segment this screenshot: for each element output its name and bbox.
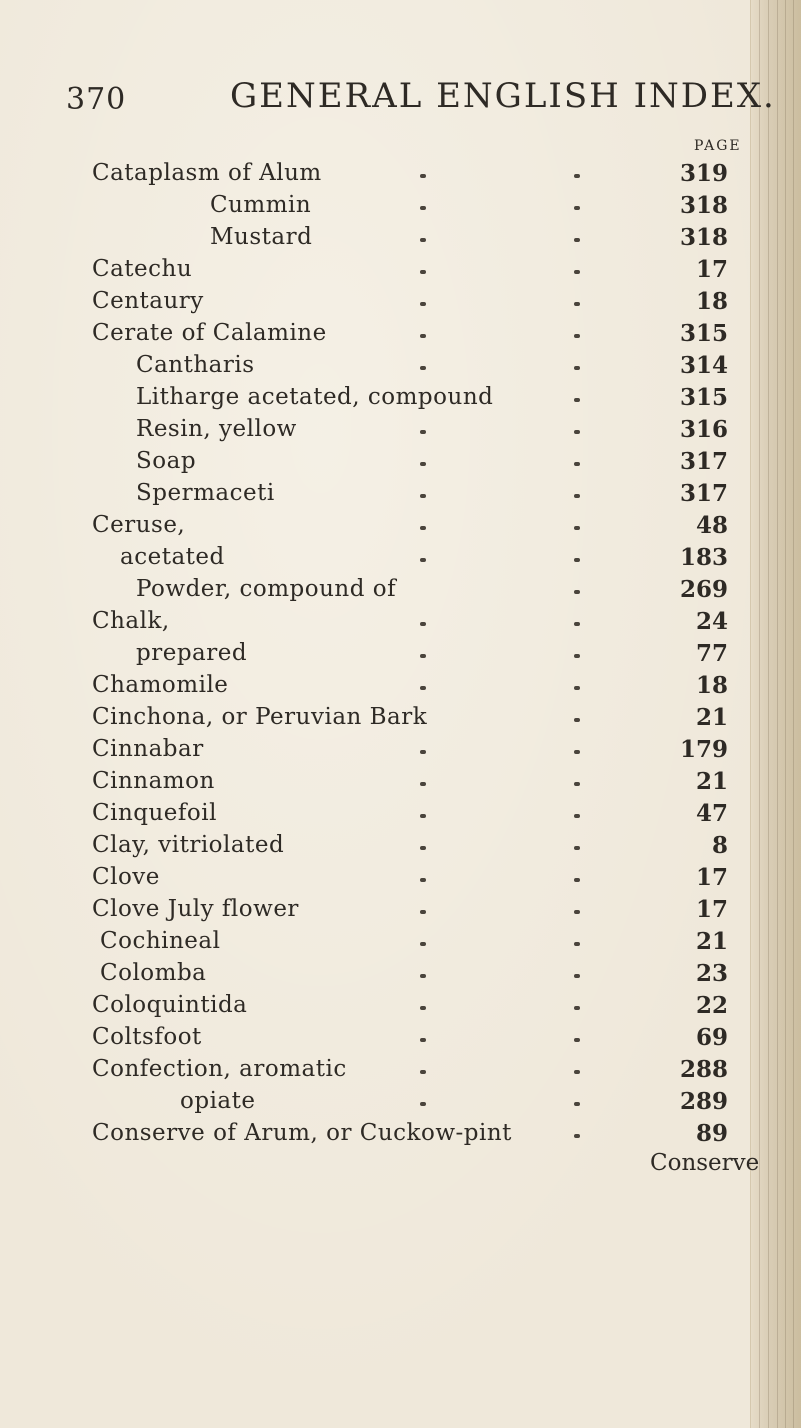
entry-term: Cerate of Calamine [92, 320, 327, 346]
index-entry [0, 288, 760, 322]
index-entry [0, 800, 760, 834]
entry-term: Soap [136, 448, 197, 474]
entry-page: 77 [695, 640, 728, 667]
entry-page: 317 [680, 448, 729, 475]
entry-page: 89 [695, 1120, 728, 1147]
index-entry [0, 832, 760, 866]
index-entry [0, 1088, 760, 1122]
entry-term: Resin, yellow [136, 416, 297, 442]
entry-term: Clay, vitriolated [92, 832, 285, 858]
entry-term: Conserve of Arum, or Cuckow-pint [92, 1120, 512, 1146]
entry-term: Cinchona, or Peruvian Bark [92, 704, 428, 730]
index-entry [0, 224, 760, 258]
entry-page: 23 [695, 960, 728, 987]
entry-page: 17 [695, 256, 728, 283]
entry-term: Cummin [210, 192, 312, 218]
entry-term: Coloquintida [92, 992, 248, 1018]
entry-page: 318 [680, 192, 729, 219]
index-entry [0, 160, 760, 194]
index-entry [0, 384, 760, 418]
index-entry [0, 960, 760, 994]
index-entry [0, 576, 760, 610]
index-entry [0, 1120, 760, 1154]
entry-term: opiate [180, 1088, 256, 1114]
entry-page: 8 [711, 832, 728, 859]
entry-term: Cochineal [100, 928, 221, 954]
entry-page: 18 [695, 672, 728, 699]
entry-term: Cinnabar [92, 736, 204, 762]
page-number: 370 [66, 82, 127, 117]
entry-term: Cinquefoil [92, 800, 217, 826]
entry-page: 21 [695, 704, 728, 731]
index-entry [0, 608, 760, 642]
index-entry [0, 544, 760, 578]
entry-term: Spermaceti [136, 480, 275, 506]
entry-term: Cataplasm of Alum [92, 160, 322, 186]
entry-term: Coltsfoot [92, 1024, 202, 1050]
entry-page: 269 [680, 576, 729, 603]
entry-page: 18 [695, 288, 728, 315]
entry-term: Litharge acetated, compound [136, 384, 494, 410]
index-entry [0, 640, 760, 674]
page-column-label: PAGE [694, 138, 742, 154]
index-entry [0, 512, 760, 546]
entry-term: Powder, compound of [136, 576, 397, 602]
entry-page: 69 [695, 1024, 728, 1051]
entry-term: prepared [136, 640, 248, 666]
entry-page: 17 [695, 864, 728, 891]
running-head: GENERAL ENGLISH INDEX. [230, 76, 776, 116]
index-entry [0, 736, 760, 770]
entry-page: 318 [680, 224, 729, 251]
entry-term: Centaury [92, 288, 204, 314]
entry-page: 24 [695, 608, 728, 635]
entry-page: 316 [680, 416, 729, 443]
index-entry [0, 928, 760, 962]
entry-term: Chamomile [92, 672, 229, 698]
index-entry [0, 1056, 760, 1090]
entry-term: Chalk, [92, 608, 170, 634]
entry-page: 22 [695, 992, 728, 1019]
index-entry [0, 192, 760, 226]
entry-term: Clove July flower [92, 896, 299, 922]
index-entry [0, 992, 760, 1026]
entry-term: Cantharis [136, 352, 255, 378]
entry-page: 315 [680, 384, 729, 411]
entry-page: 183 [680, 544, 729, 571]
index-entry [0, 704, 760, 738]
index-entry [0, 864, 760, 898]
entry-page: 319 [680, 160, 729, 187]
index-entry [0, 672, 760, 706]
entry-page: 48 [695, 512, 728, 539]
entry-term: Mustard [210, 224, 313, 250]
index-entry [0, 1024, 760, 1058]
entry-page: 21 [695, 768, 728, 795]
index-entry [0, 896, 760, 930]
index-entry [0, 416, 760, 450]
entry-term: Cinnamon [92, 768, 215, 794]
entry-page: 315 [680, 320, 729, 347]
entry-page: 179 [680, 736, 729, 763]
index-entry [0, 256, 760, 290]
index-entry [0, 320, 760, 354]
entry-page: 47 [695, 800, 728, 827]
entry-page: 317 [680, 480, 729, 507]
entry-page: 289 [680, 1088, 729, 1115]
entry-term: Catechu [92, 256, 193, 282]
entry-term: acetated [120, 544, 225, 570]
index-entry [0, 480, 760, 514]
index-entry [0, 448, 760, 482]
entry-page: 314 [680, 352, 729, 379]
page-header [0, 70, 776, 120]
index-entry [0, 352, 760, 386]
entry-term: Clove [92, 864, 160, 890]
entry-page: 17 [695, 896, 728, 923]
index-entry [0, 768, 760, 802]
entry-term: Ceruse, [92, 512, 186, 538]
entry-page: 288 [680, 1056, 729, 1083]
entry-term: Colomba [100, 960, 207, 986]
entry-page: 21 [695, 928, 728, 955]
entry-term: Confection, aromatic [92, 1056, 347, 1082]
catchword: Conserve [650, 1150, 760, 1176]
